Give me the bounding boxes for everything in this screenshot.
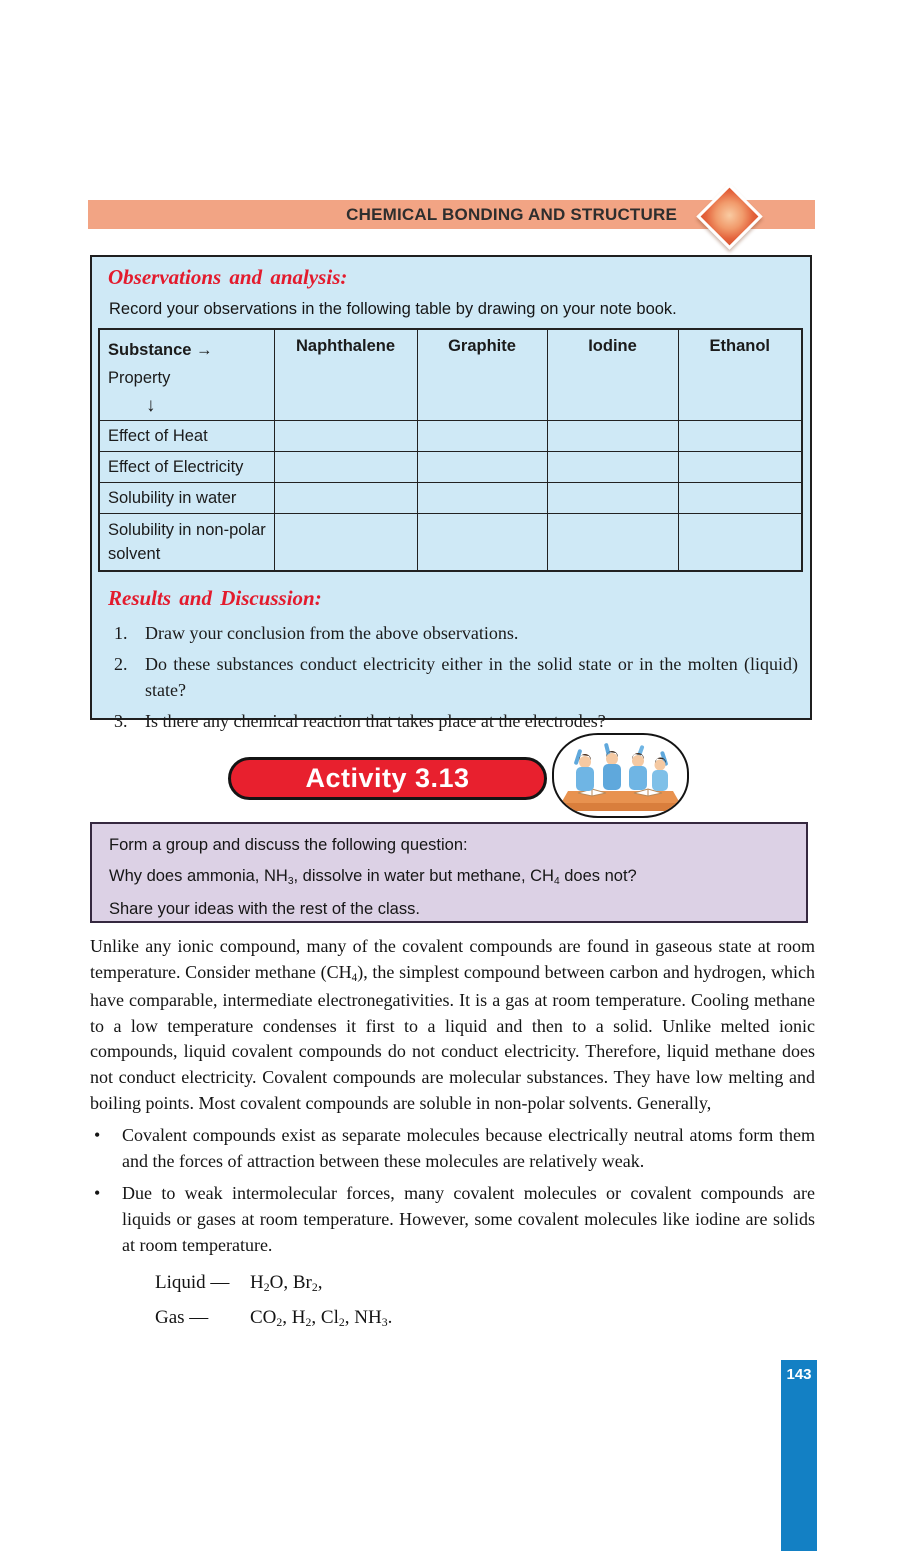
chapter-header-bar — [88, 200, 815, 229]
property-label: Property — [108, 369, 171, 387]
empty-cell — [274, 483, 417, 514]
observations-table — [98, 328, 803, 572]
students-raising-hands-icon — [554, 735, 687, 816]
discussion-line-1: Form a group and discuss the following question: — [109, 836, 468, 854]
covalent-paragraph: Unlike any ionic compound, many of the covalent compounds are found in gaseous state at room temperature. Consider methane $(CH_4)$, the simplest compound between carbon and hydrogen, which have comparable, intermediate electronegativities. It is a gas at room temperature. Cooling methane to a low temperature condenses it first to a liquid and then to a solid. Unlike melted ionic compounds, liquid covalent compounds do not conduct electricity. Therefore, liquid methane does not conduct electricity. Covalent compounds are molecular substances. They have low melting and boiling points. Most covalent compounds are soluble in non-polar solvents. Generally, — [90, 936, 815, 1113]
page-number-bar — [781, 1360, 817, 1551]
row-label-solubility-nonpolar: Solubility in non-polar solvent — [99, 514, 274, 571]
list-item — [90, 1123, 815, 1174]
gas-formulas: $CO_2$, $H_2$, $Cl_2$, $NH_3$. — [250, 1307, 393, 1330]
empty-cell — [547, 483, 678, 514]
empty-cell — [417, 421, 547, 452]
empty-cell — [417, 483, 547, 514]
table-row — [99, 421, 802, 452]
gas-examples-line — [155, 1303, 815, 1334]
column-header-ethanol: Ethanol — [678, 329, 802, 421]
column-header-graphite: Graphite — [417, 329, 547, 421]
empty-cell — [417, 514, 547, 571]
empty-cell — [678, 452, 802, 483]
empty-cell — [678, 483, 802, 514]
row-label-heat: Effect of Heat — [99, 421, 274, 452]
liquid-examples-line — [155, 1268, 815, 1299]
results-heading: Results and Discussion: — [108, 585, 322, 610]
liquid-formulas: $H_2O$, $Br_2$, — [250, 1272, 323, 1295]
list-item — [114, 620, 798, 646]
column-header-naphthalene: Naphthalene — [274, 329, 417, 421]
empty-cell — [274, 421, 417, 452]
classroom-illustration — [552, 733, 689, 818]
bullet-icon: • — [94, 1183, 101, 1204]
substance-arrow-label: Substance → — [108, 341, 213, 359]
empty-cell — [678, 514, 802, 571]
bullet-text: Covalent compounds exist as separate molecules because electrically neutral atoms form them and the forces of attraction between these molecules are relatively weak. — [122, 1125, 815, 1171]
list-item — [114, 708, 798, 734]
observations-box — [90, 255, 812, 731]
discussion-line-2: Why does ammonia, $NH_3$, dissolve in water but methane, $CH_4$ does not? — [109, 867, 637, 887]
item-number: 2. — [114, 653, 128, 674]
item-text: Do these substances conduct electricity either in the solid state or in the molten (liquid) state? — [145, 653, 798, 700]
gas-label: Gas — — [155, 1307, 209, 1329]
liquid-label: Liquid — — [155, 1272, 230, 1294]
row-label-solubility-water: Solubility in water — [99, 483, 274, 514]
empty-cell — [547, 514, 678, 571]
chapter-title: CHEMICAL BONDING AND STRUCTURE — [346, 204, 677, 224]
row-label-electricity: Effect of Electricity — [99, 452, 274, 483]
empty-cell — [274, 514, 417, 571]
item-text: Draw your conclusion from the above observations. — [145, 622, 519, 643]
body-text — [90, 934, 815, 1334]
page-number: 143 — [786, 1366, 812, 1383]
down-arrow-icon: ↓ — [146, 395, 156, 416]
item-number: 3. — [114, 710, 128, 731]
table-corner-cell — [99, 329, 274, 421]
item-number: 1. — [114, 622, 128, 643]
empty-cell — [417, 452, 547, 483]
table-row — [99, 514, 802, 571]
activity-banner — [228, 757, 547, 800]
empty-cell — [678, 421, 802, 452]
activity-title: Activity 3.13 — [305, 763, 470, 793]
empty-cell — [274, 452, 417, 483]
diamond-ornament-icon — [696, 183, 762, 249]
discussion-line-3: Share your ideas with the rest of the class. — [109, 900, 420, 918]
results-question-list — [114, 620, 798, 734]
discussion-box — [90, 822, 808, 923]
observations-intro: Record your observations in the following table by drawing on your note book. — [109, 300, 677, 318]
column-header-iodine: Iodine — [547, 329, 678, 421]
item-text: Is there any chemical reaction that takes place at the electrodes? — [145, 710, 606, 731]
list-item — [90, 1181, 815, 1258]
list-item — [114, 651, 798, 703]
table-row — [99, 483, 802, 514]
empty-cell — [547, 421, 678, 452]
observations-heading: Observations and analysis: — [108, 265, 348, 289]
bullet-text: Due to weak intermolecular forces, many covalent molecules or covalent compounds are liquids or gases at room temperature. However, some covalent molecules like iodine are solids at room temperature. — [122, 1183, 815, 1255]
empty-cell — [547, 452, 678, 483]
table-row — [99, 452, 802, 483]
bullet-icon: • — [94, 1125, 101, 1146]
